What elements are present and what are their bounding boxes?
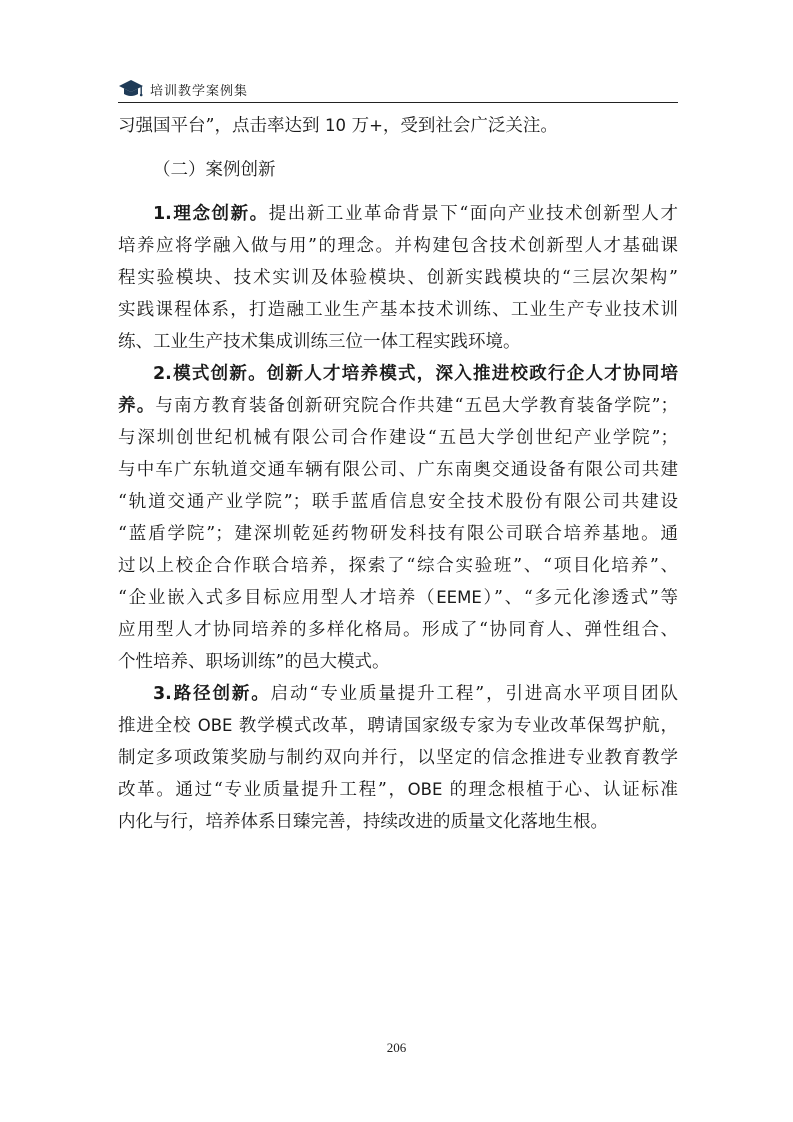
page-number: 206	[386, 1040, 407, 1055]
paragraph-line: 练、工业生产技术集成训练三位一体工程实践环境。	[118, 332, 521, 352]
header-divider	[118, 102, 678, 103]
paragraph-line: 制定多项政策奖励与制约双向并行，以坚定的信念推进专业教育教学	[118, 748, 678, 768]
paragraph-model-innovation	[118, 358, 678, 678]
paragraph-line: 过以上校企合作联合培养，探索了“综合实验班”、“项目化培养”、	[118, 556, 678, 576]
bold-lead: 2.模式创新。创新人才培养模式，深入推进校政行企人才协同培	[153, 364, 678, 384]
paragraph-line: 个性培养、职场训练”的邑大模式。	[118, 652, 390, 672]
paragraph-line: 推进全校 OBE 教学模式改革，聘请国家级专家为专业改革保驾护航，	[118, 716, 679, 736]
paragraph-line: 内化与行，培养体系日臻完善，持续改进的质量文化落地生根。	[118, 812, 608, 832]
paragraph-line: 应用型人才协同培养的多样化格局。形成了“协同育人、弹性组合、	[118, 620, 678, 640]
paragraph-line: 3.路径创新。启动“专业质量提升工程”，引进高水平项目团队	[153, 684, 678, 704]
document-body	[118, 110, 678, 838]
graduation-cap-icon	[118, 78, 144, 100]
paragraph-concept-innovation	[118, 198, 678, 358]
bold-lead: 3.路径创新。	[153, 684, 271, 704]
paragraph-line: 实践课程体系，打造融工业生产基本技术训练、工业生产专业技术训	[118, 300, 678, 320]
header-title: 培训教学案例集	[150, 83, 249, 99]
paragraph-line: “蓝盾学院”；建深圳乾延药物研发科技有限公司联合培养基地。通	[118, 524, 678, 544]
bold-lead: 1.理念创新。	[153, 204, 269, 224]
intro-line: 习强国平台”，点击率达到 10 万+，受到社会广泛关注。	[118, 116, 558, 136]
paragraph-line: 与深圳创世纪机械有限公司合作建设“五邑大学创世纪产业学院”；	[118, 428, 678, 448]
paragraph-line: 改革。通过“专业质量提升工程”，OBE 的理念根植于心、认证标准	[118, 780, 678, 800]
paragraph-line: 程实验模块、技术实训及体验模块、创新实践模块的“三层次架构”	[118, 268, 678, 288]
paragraph-line: “轨道交通产业学院”；联手蓝盾信息安全技术股份有限公司共建设	[118, 492, 678, 512]
paragraph-line	[118, 358, 678, 390]
paragraph-line: 与中车广东轨道交通车辆有限公司、广东南奥交通设备有限公司共建	[118, 460, 678, 480]
paragraph-line: 培养应将学融入做与用”的理念。并构建包含技术创新型人才基础课	[118, 236, 678, 256]
section-heading: （二）案例创新	[153, 160, 276, 180]
paragraph-line: 养。与南方教育装备创新研究院合作共建“五邑大学教育装备学院”；	[118, 396, 678, 416]
paragraph-path-innovation	[118, 678, 678, 838]
paragraph-line: “企业嵌入式多目标应用型人才培养（EEME）”、“多元化渗透式”等	[118, 588, 679, 608]
paragraph-line: 1.理念创新。提出新工业革命背景下“面向产业技术创新型人才	[153, 204, 679, 224]
running-header	[118, 74, 248, 104]
